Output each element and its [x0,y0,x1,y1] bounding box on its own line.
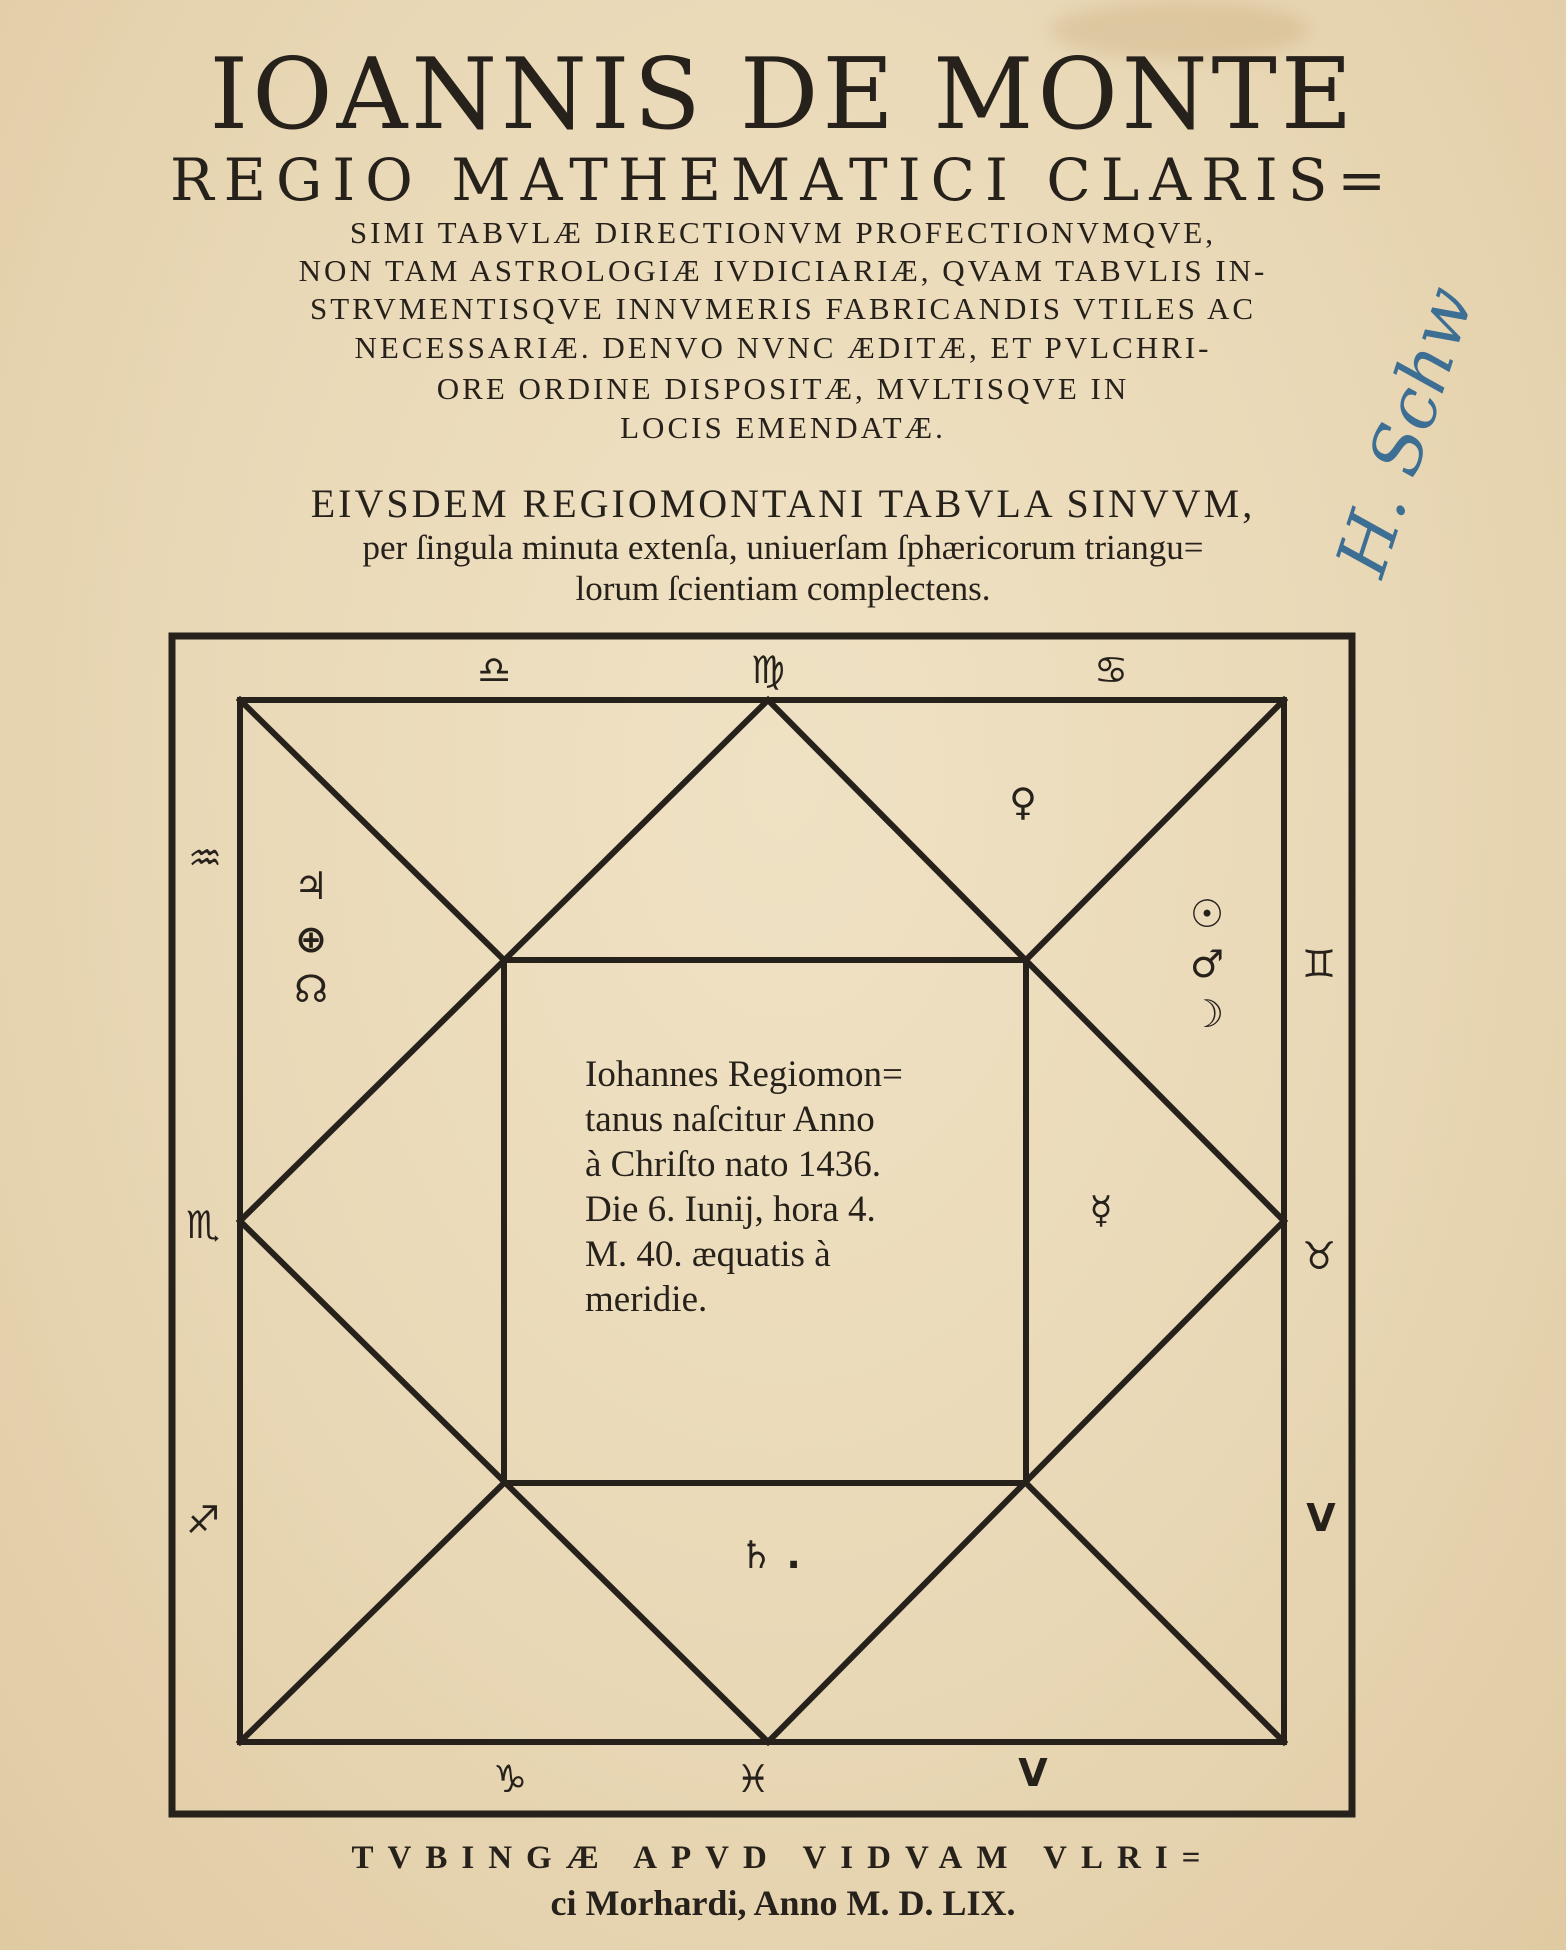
title-line: NECESSARIÆ. DENVO NVNC ÆDITÆ, ET PVLCHRI- [354,330,1212,365]
title-line: ORE ORDINE DISPOSITÆ, MVLTISQVE IN [436,371,1130,406]
north-node-icon: ☊ [294,967,328,1011]
subtitle-heading: EIVSDEM REGIOMONTANI TABVLA SINVVM, [310,481,1256,526]
sun-icon: ☉ [1189,892,1225,936]
birth-data-text [585,1052,975,1322]
capricorn-icon: ♑ [492,1757,528,1801]
moon-icon: ☽ [1189,992,1225,1036]
title-line-1: IOANNIS DE MONTE [209,38,1357,152]
imprint-line-1: TVBINGÆ APVD VIDVAM VLRI= [351,1840,1215,1876]
virgo-icon: ♍ [750,648,786,692]
diagonal [1026,700,1284,960]
diagonal [1026,1483,1284,1742]
gemini-icon: ♊ [1301,942,1337,986]
scorpio-icon: ♏ [185,1203,221,1247]
title-line: SIMI TABVLÆ DIRECTIONVM PROFECTIONVMQVE, [349,215,1217,250]
sagittarius-icon: ♐ [185,1498,221,1542]
birth-data-line: Die 6. Iunij, hora 4. [585,1189,876,1230]
birth-data-line: tanus naſcitur Anno [585,1099,875,1140]
venus-icon: ♀ [1009,780,1037,824]
aries-icon: V [1018,1751,1048,1795]
imprint-line-2: ci Morhardi, Anno M. D. LIX. [550,1883,1016,1923]
title-line: NON TAM ASTROLOGIÆ IVDICIARIÆ, QVAM TABVLIS IN- [298,253,1268,288]
libra-icon: ♎ [476,648,512,692]
pisces-icon: ♓ [735,1757,771,1801]
birth-data-line: M. 40. æquatis à [585,1234,831,1275]
subtitle-line: per ſingula minuta extenſa, uniuerſam ſphæricorum triangu= [362,528,1204,567]
title-line: STRVMENTISQVE INNVMERIS FABRICANDIS VTILES AC [309,291,1257,326]
part-of-fortune-icon: ⊕ [295,917,327,961]
diagonal [240,1483,504,1742]
title-line-2: REGIO MATHEMATICI CLARIS= [169,146,1397,214]
handwritten-annotation: H. Schw [1320,276,1490,586]
aries-icon: V [1306,1496,1336,1540]
birth-data-line: Iohannes Regiomon= [585,1054,903,1095]
title-line: LOCIS EMENDATÆ. [620,410,946,445]
cancer-icon: ♋ [1093,648,1129,692]
birth-data-line: meridie. [585,1279,708,1320]
aquarius-icon: ♒ [187,836,223,880]
jupiter-icon: ♃ [293,864,329,908]
subtitle-line: lorum ſcientiam complectens. [575,569,991,608]
mercury-icon: ☿ [1089,1188,1113,1232]
mars-icon: ♂ [1189,942,1225,986]
taurus-icon: ♉ [1301,1234,1337,1278]
birth-data-line: à Chriſto nato 1436. [585,1144,881,1185]
diagonal [240,700,504,960]
saturn-icon: ♄ . [739,1533,801,1577]
